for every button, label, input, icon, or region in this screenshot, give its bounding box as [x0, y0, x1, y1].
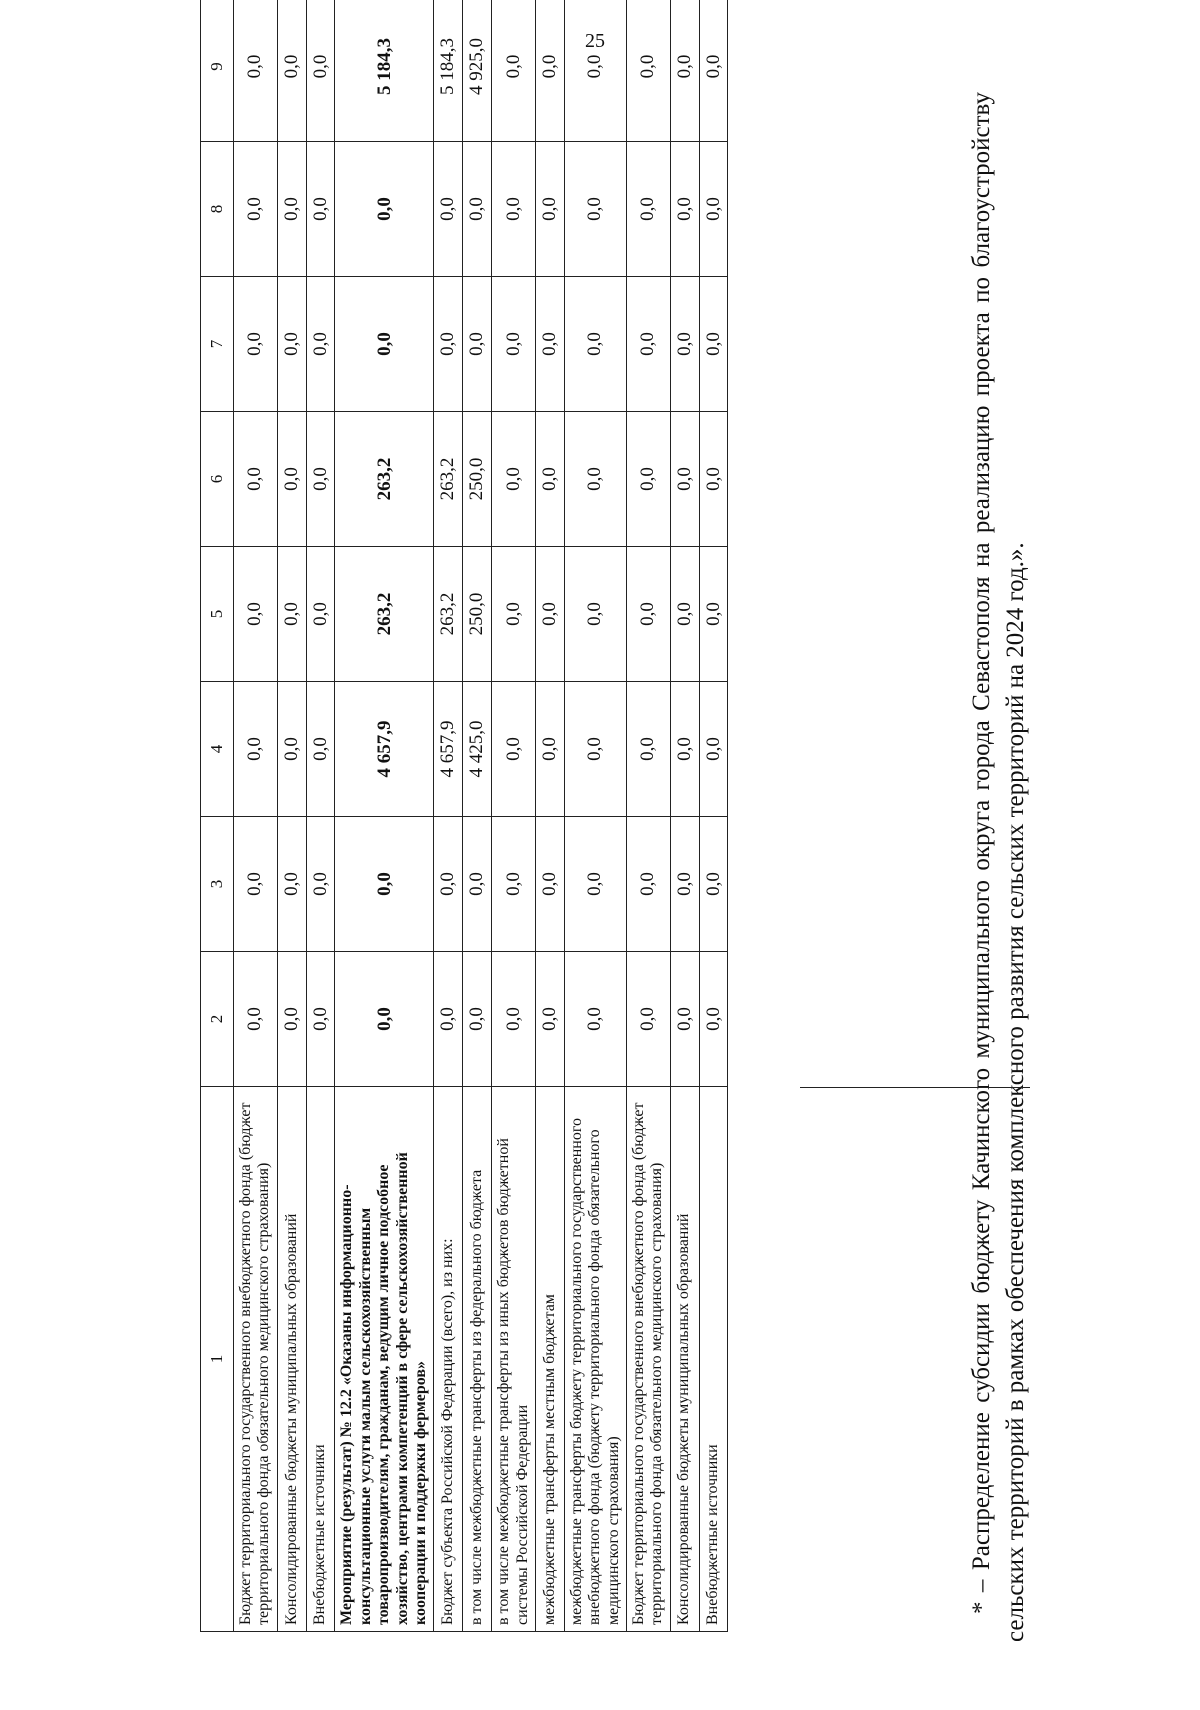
- row-value: 0,0: [670, 0, 699, 142]
- row-value: 4 925,0: [463, 0, 492, 142]
- row-value: 0,0: [535, 142, 564, 277]
- row-value: 0,0: [234, 952, 278, 1087]
- row-label: Бюджет территориального государственного внебюджетного фонда (бюджет территориального фонда обязательного медицинского страхования): [626, 1087, 670, 1632]
- row-value: 0,0: [277, 277, 306, 412]
- row-value: 0,0: [535, 682, 564, 817]
- row-value: 0,0: [234, 142, 278, 277]
- row-value: 0,0: [234, 817, 278, 952]
- row-value: 0,0: [492, 817, 536, 952]
- row-value: 0,0: [626, 547, 670, 682]
- row-value: 0,0: [306, 682, 335, 817]
- row-value: 0,0: [564, 952, 626, 1087]
- table-row: [699, 0, 728, 1632]
- table-body: [234, 0, 728, 1632]
- row-value: 0,0: [535, 952, 564, 1087]
- table-row: [335, 0, 434, 1632]
- row-value: 0,0: [492, 952, 536, 1087]
- row-value: 0,0: [277, 817, 306, 952]
- row-value: 0,0: [277, 682, 306, 817]
- row-value: 0,0: [564, 277, 626, 412]
- row-value: 0,0: [699, 412, 728, 547]
- table-row: [535, 0, 564, 1632]
- row-value: 250,0: [463, 412, 492, 547]
- column-header: 9: [201, 0, 234, 142]
- table-header-row: [201, 0, 234, 1632]
- row-value: 0,0: [277, 412, 306, 547]
- column-header: 8: [201, 142, 234, 277]
- row-value: 0,0: [535, 0, 564, 142]
- row-label: Бюджет субъекта Российской Федерации (всего), из них:: [434, 1087, 463, 1632]
- row-label: в том числе межбюджетные трансферты из иных бюджетов бюджетной системы Российской Федерации: [492, 1087, 536, 1632]
- row-value: 0,0: [535, 547, 564, 682]
- row-value: 0,0: [434, 952, 463, 1087]
- row-value: 0,0: [306, 142, 335, 277]
- row-value: 0,0: [626, 277, 670, 412]
- row-value: 0,0: [535, 277, 564, 412]
- row-value: 0,0: [306, 952, 335, 1087]
- page-number: 25: [585, 30, 605, 52]
- row-value: 0,0: [626, 682, 670, 817]
- table-row: [626, 0, 670, 1632]
- row-value: 0,0: [564, 142, 626, 277]
- row-value: 0,0: [234, 412, 278, 547]
- row-label: межбюджетные трансферты местным бюджетам: [535, 1087, 564, 1632]
- row-value: 0,0: [234, 277, 278, 412]
- column-header: 3: [201, 817, 234, 952]
- column-header: 6: [201, 412, 234, 547]
- row-label: Внебюджетные источники: [306, 1087, 335, 1632]
- table-row: [492, 0, 536, 1632]
- row-value: 4 657,9: [434, 682, 463, 817]
- row-value: 0,0: [626, 142, 670, 277]
- row-value: 0,0: [277, 547, 306, 682]
- row-label: Внебюджетные источники: [699, 1087, 728, 1632]
- row-value: 0,0: [335, 142, 434, 277]
- row-value: 0,0: [699, 0, 728, 142]
- table-row: [277, 0, 306, 1632]
- row-value: 0,0: [699, 142, 728, 277]
- row-label: в том числе межбюджетные трансферты из федерального бюджета: [463, 1087, 492, 1632]
- row-value: 0,0: [670, 952, 699, 1087]
- row-value: 0,0: [564, 0, 626, 142]
- row-value: 0,0: [535, 817, 564, 952]
- row-value: 0,0: [306, 817, 335, 952]
- budget-table: [200, 0, 728, 1632]
- row-value: 0,0: [335, 817, 434, 952]
- row-value: 0,0: [492, 0, 536, 142]
- row-value: 0,0: [626, 952, 670, 1087]
- row-value: 0,0: [234, 682, 278, 817]
- table-row: [564, 0, 626, 1632]
- row-value: 0,0: [463, 277, 492, 412]
- row-value: 0,0: [434, 277, 463, 412]
- row-value: 0,0: [463, 142, 492, 277]
- row-value: 0,0: [670, 277, 699, 412]
- row-value: 0,0: [670, 142, 699, 277]
- table-row: [463, 0, 492, 1632]
- row-value: 0,0: [234, 547, 278, 682]
- footnote-text: * – Распределение субсидии бюджету Качинского муниципального округа города Севастополя на реализацию проекта по благоустройству сельских территорий в рамках обеспечения комплексного развития сельских территорий на 2024 год.».: [968, 92, 1029, 1642]
- row-value: 0,0: [306, 277, 335, 412]
- row-value: 0,0: [670, 682, 699, 817]
- row-value: 0,0: [434, 817, 463, 952]
- table-row: [234, 0, 278, 1632]
- row-value: 0,0: [564, 547, 626, 682]
- row-label: межбюджетные трансферты бюджету территориального государственного внебюджетного фонда (бюджету территориального фонда обязательного медицинского страхования): [564, 1087, 626, 1632]
- column-header: 4: [201, 682, 234, 817]
- row-value: 263,2: [335, 412, 434, 547]
- row-value: 0,0: [699, 547, 728, 682]
- row-value: 0,0: [277, 952, 306, 1087]
- row-value: 0,0: [306, 412, 335, 547]
- table-row: [434, 0, 463, 1632]
- row-value: 263,2: [434, 412, 463, 547]
- row-value: 0,0: [277, 0, 306, 142]
- column-header: 2: [201, 952, 234, 1087]
- row-value: 0,0: [234, 0, 278, 142]
- row-value: 0,0: [535, 412, 564, 547]
- row-value: 0,0: [335, 277, 434, 412]
- row-value: 0,0: [670, 817, 699, 952]
- row-value: 0,0: [335, 952, 434, 1087]
- row-label: Консолидированные бюджеты муниципальных образований: [670, 1087, 699, 1632]
- row-value: 0,0: [434, 142, 463, 277]
- row-value: 263,2: [335, 547, 434, 682]
- row-value: 0,0: [626, 412, 670, 547]
- row-value: 0,0: [699, 277, 728, 412]
- row-value: 4 425,0: [463, 682, 492, 817]
- row-value: 0,0: [699, 952, 728, 1087]
- row-value: 0,0: [492, 547, 536, 682]
- row-value: 0,0: [277, 142, 306, 277]
- row-value: 4 657,9: [335, 682, 434, 817]
- column-header: 7: [201, 277, 234, 412]
- row-value: 5 184,3: [434, 0, 463, 142]
- row-value: 0,0: [463, 952, 492, 1087]
- column-header: 1: [201, 1087, 234, 1632]
- row-value: 0,0: [670, 412, 699, 547]
- row-value: 0,0: [492, 412, 536, 547]
- table-row: [306, 0, 335, 1632]
- row-value: 0,0: [492, 142, 536, 277]
- row-value: 0,0: [306, 0, 335, 142]
- column-header: 5: [201, 547, 234, 682]
- row-value: 0,0: [626, 817, 670, 952]
- row-value: 0,0: [463, 817, 492, 952]
- row-value: 0,0: [564, 817, 626, 952]
- row-value: 0,0: [492, 682, 536, 817]
- row-value: 0,0: [564, 682, 626, 817]
- row-value: 0,0: [306, 547, 335, 682]
- row-value: 0,0: [626, 0, 670, 142]
- row-value: 0,0: [699, 682, 728, 817]
- row-label: Мероприятие (результат) № 12.2 «Оказаны информационно-консультационные услуги малым сельскохозяйственным товаропроизводителям, гражданам, ведущим личное подсобное хозяйство, центрами компетенций в сфере сельскохозяйственной кооперации и поддержки фермеров»: [335, 1087, 434, 1632]
- row-value: 0,0: [492, 277, 536, 412]
- row-value: 5 184,3: [335, 0, 434, 142]
- row-label: Консолидированные бюджеты муниципальных образований: [277, 1087, 306, 1632]
- separator-line: [800, 1087, 1030, 1088]
- row-value: 250,0: [463, 547, 492, 682]
- row-value: 0,0: [564, 412, 626, 547]
- row-label: Бюджет территориального государственного внебюджетного фонда (бюджет территориального фонда обязательного медицинского страхования): [234, 1087, 278, 1632]
- row-value: 263,2: [434, 547, 463, 682]
- table-row: [670, 0, 699, 1632]
- row-value: 0,0: [670, 547, 699, 682]
- row-value: 0,0: [699, 817, 728, 952]
